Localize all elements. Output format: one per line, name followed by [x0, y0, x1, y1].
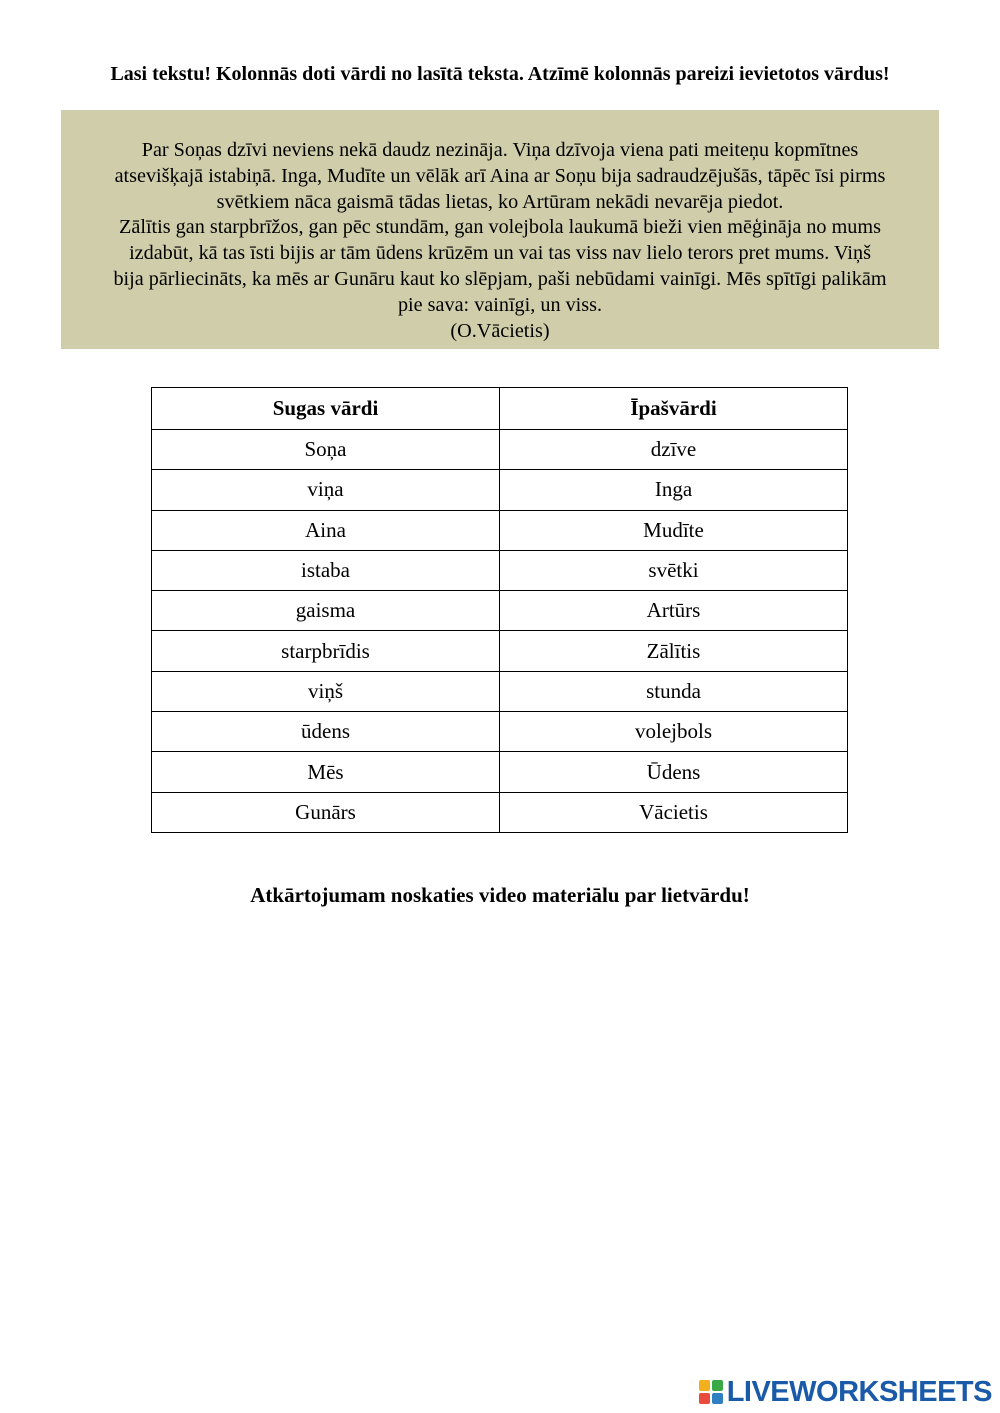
- passage-author: (O.Vācietis): [450, 319, 550, 342]
- word-cell[interactable]: Mudīte: [500, 510, 848, 550]
- word-cell[interactable]: Soņa: [152, 430, 500, 470]
- table-row: [152, 550, 848, 590]
- word-cell[interactable]: volejbols: [500, 712, 848, 752]
- instruction-heading: Lasi tekstu! Kolonnās doti vārdi no lasītā teksta. Atzīmē kolonnās pareizi ievietotos vārdus!: [110, 63, 890, 85]
- table-row: [152, 792, 848, 832]
- passage-line: svētkiem nāca gaismā tādas lietas, ko Artūram nekādi nevarēja piedot.: [216, 190, 784, 213]
- passage-line: atsevišķajā istabiņā. Inga, Mudīte un vēlāk arī Aina ar Soņu bija sadraudzējušās, tāpēc īsi pirms: [114, 164, 886, 187]
- word-cell[interactable]: Mēs: [152, 752, 500, 792]
- word-cell[interactable]: istaba: [152, 550, 500, 590]
- word-cell[interactable]: Artūrs: [500, 591, 848, 631]
- word-cell[interactable]: Ūdens: [500, 752, 848, 792]
- table-row: [152, 752, 848, 792]
- passage-line: pie sava: vainīgi, un viss.: [397, 293, 603, 316]
- logo-square: [712, 1380, 723, 1391]
- table-header-row: [152, 388, 848, 430]
- passage-line: bija pārliecināts, ka mēs ar Gunāru kaut ko slēpjam, paši nebūdami vainīgi. Mēs spītīgi palikām: [113, 267, 887, 290]
- word-cell[interactable]: Inga: [500, 470, 848, 510]
- word-classification-table: [151, 387, 848, 833]
- liveworksheets-brand: [699, 1377, 992, 1407]
- word-cell[interactable]: ūdens: [152, 712, 500, 752]
- word-cell[interactable]: starpbrīdis: [152, 631, 500, 671]
- word-cell[interactable]: gaisma: [152, 591, 500, 631]
- word-cell[interactable]: Vācietis: [500, 792, 848, 832]
- table-row: [152, 430, 848, 470]
- reading-passage: [61, 110, 939, 349]
- passage-line: Par Soņas dzīvi neviens nekā daudz nezināja. Viņa dzīvoja viena pati meiteņu kopmītnes: [141, 139, 859, 161]
- word-cell[interactable]: Aina: [152, 510, 500, 550]
- table-row: [152, 671, 848, 711]
- word-cell[interactable]: Zālītis: [500, 631, 848, 671]
- column-header-proper-nouns: Īpašvārdi: [500, 388, 848, 430]
- table-row: [152, 470, 848, 510]
- word-cell[interactable]: svētki: [500, 550, 848, 590]
- table-row: [152, 631, 848, 671]
- word-cell[interactable]: stunda: [500, 671, 848, 711]
- video-reminder-note: Atkārtojumam noskaties video materiālu par lietvārdu!: [250, 883, 750, 907]
- passage-line: Zālītis gan starpbrīžos, gan pēc stundām, gan volejbola laukumā bieži vien mēģināja no mums: [119, 216, 881, 239]
- word-cell[interactable]: viņa: [152, 470, 500, 510]
- column-header-common-nouns: Sugas vārdi: [152, 388, 500, 430]
- word-cell[interactable]: viņš: [152, 671, 500, 711]
- table-row: [152, 712, 848, 752]
- table-row: [152, 591, 848, 631]
- word-cell[interactable]: Gunārs: [152, 792, 500, 832]
- passage-line: izdabūt, kā tas īsti bijis ar tām ūdens krūzēm un vai tas viss nav lielo terors pret mums. Viņš: [129, 242, 871, 265]
- word-cell[interactable]: dzīve: [500, 430, 848, 470]
- brand-name: LIVEWORKSHEETS: [726, 1375, 992, 1408]
- logo-square: [699, 1393, 710, 1404]
- logo-square: [712, 1393, 723, 1404]
- logo-square: [699, 1380, 710, 1391]
- table-row: [152, 510, 848, 550]
- liveworksheets-logo-icon: [699, 1380, 723, 1404]
